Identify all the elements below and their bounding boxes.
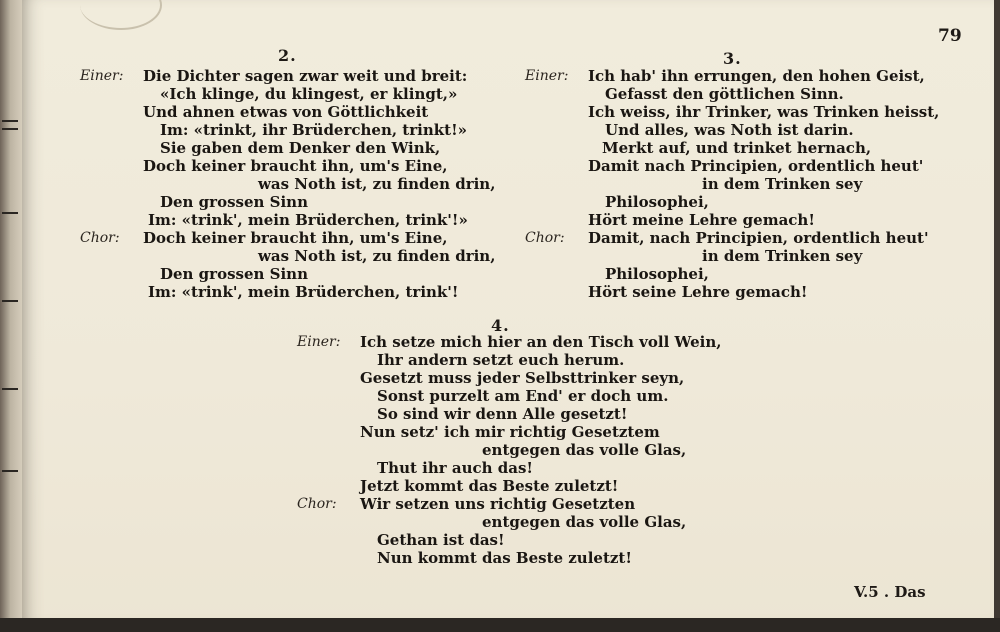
speaker-label: Chor: [525, 230, 565, 246]
signature-mark: V.5 . Das [854, 583, 926, 601]
verse-line: Thut ihr auch das! [377, 459, 533, 477]
verse-line: Doch keiner braucht ihn, um's Eine, [143, 229, 448, 247]
speaker-label: Chor: [80, 230, 120, 246]
verse-line: Damit nach Principien, ordentlich heut' [588, 157, 924, 175]
verse-line: Nun setz' ich mir richtig Gesetztem [360, 423, 660, 441]
verse-line: Merkt auf, und trinket hernach, [602, 139, 872, 157]
verse-line: Im: «trink', mein Brüderchen, trink'! [148, 283, 459, 301]
bottom-edge [0, 618, 1000, 632]
verse-line: entgegen das volle Glas, [482, 441, 687, 459]
speaker-label: Einer: [525, 68, 569, 84]
speaker-label: Einer: [297, 334, 341, 350]
ink-mark [2, 128, 18, 130]
verse-line: Gefasst den göttlichen Sinn. [605, 85, 844, 103]
verse-line: Nun kommt das Beste zuletzt! [377, 549, 632, 567]
stanza-number: 2. [278, 46, 297, 65]
verse-line: «Ich klinge, du klingest, er klingt,» [160, 85, 458, 103]
verse-line: was Noth ist, zu finden drin, [258, 247, 496, 265]
stanza-number: 4. [491, 316, 510, 335]
stanza-number: 3. [723, 49, 742, 68]
verse-line: Doch keiner braucht ihn, um's Eine, [143, 157, 448, 175]
verse-line: entgegen das volle Glas, [482, 513, 687, 531]
verse-line: in dem Trinken sey [702, 247, 863, 265]
page-number: 79 [938, 26, 962, 46]
verse-line: Ich hab' ihn errungen, den hohen Geist, [588, 67, 925, 85]
verse-line: in dem Trinken sey [702, 175, 863, 193]
page-corner-curl [80, 0, 162, 30]
verse-line: Sonst purzelt am End' er doch um. [377, 387, 669, 405]
verse-line: Und ahnen etwas von Göttlichkeit [143, 103, 429, 121]
verse-line: Wir setzen uns richtig Gesetzten [360, 495, 636, 513]
verse-line: Hört seine Lehre gemach! [588, 283, 808, 301]
verse-line: Jetzt kommt das Beste zuletzt! [360, 477, 619, 495]
verse-line: Philosophei, [605, 265, 709, 283]
verse-line: Ihr andern setzt euch herum. [377, 351, 625, 369]
verse-line: Ich weiss, ihr Trinker, was Trinken heisst, [588, 103, 940, 121]
verse-line: Ich setze mich hier an den Tisch voll Wein, [360, 333, 722, 351]
ink-mark [2, 120, 18, 122]
verse-line: Gethan ist das! [377, 531, 505, 549]
verse-line: Im: «trink', mein Brüderchen, trink'!» [148, 211, 468, 229]
verse-line: So sind wir denn Alle gesetzt! [377, 405, 628, 423]
page [22, 0, 996, 632]
speaker-label: Chor: [297, 496, 337, 512]
verse-line: was Noth ist, zu finden drin, [258, 175, 496, 193]
verse-line: Im: «trinkt, ihr Brüderchen, trinkt!» [160, 121, 468, 139]
verse-line: Sie gaben dem Denker den Wink, [160, 139, 441, 157]
verse-line: Hört meine Lehre gemach! [588, 211, 815, 229]
right-page-edge [994, 0, 1000, 632]
ink-mark [2, 470, 18, 472]
verse-line: Damit, nach Principien, ordentlich heut' [588, 229, 929, 247]
ink-mark [2, 212, 18, 214]
verse-line: Die Dichter sagen zwar weit und breit: [143, 67, 468, 85]
verse-line: Gesetzt muss jeder Selbsttrinker seyn, [360, 369, 685, 387]
speaker-label: Einer: [80, 68, 124, 84]
verse-line: Den grossen Sinn [160, 265, 308, 283]
ink-mark [2, 300, 18, 302]
verse-line: Und alles, was Noth ist darin. [605, 121, 854, 139]
verse-line: Philosophei, [605, 193, 709, 211]
ink-mark [2, 388, 18, 390]
verse-line: Den grossen Sinn [160, 193, 308, 211]
